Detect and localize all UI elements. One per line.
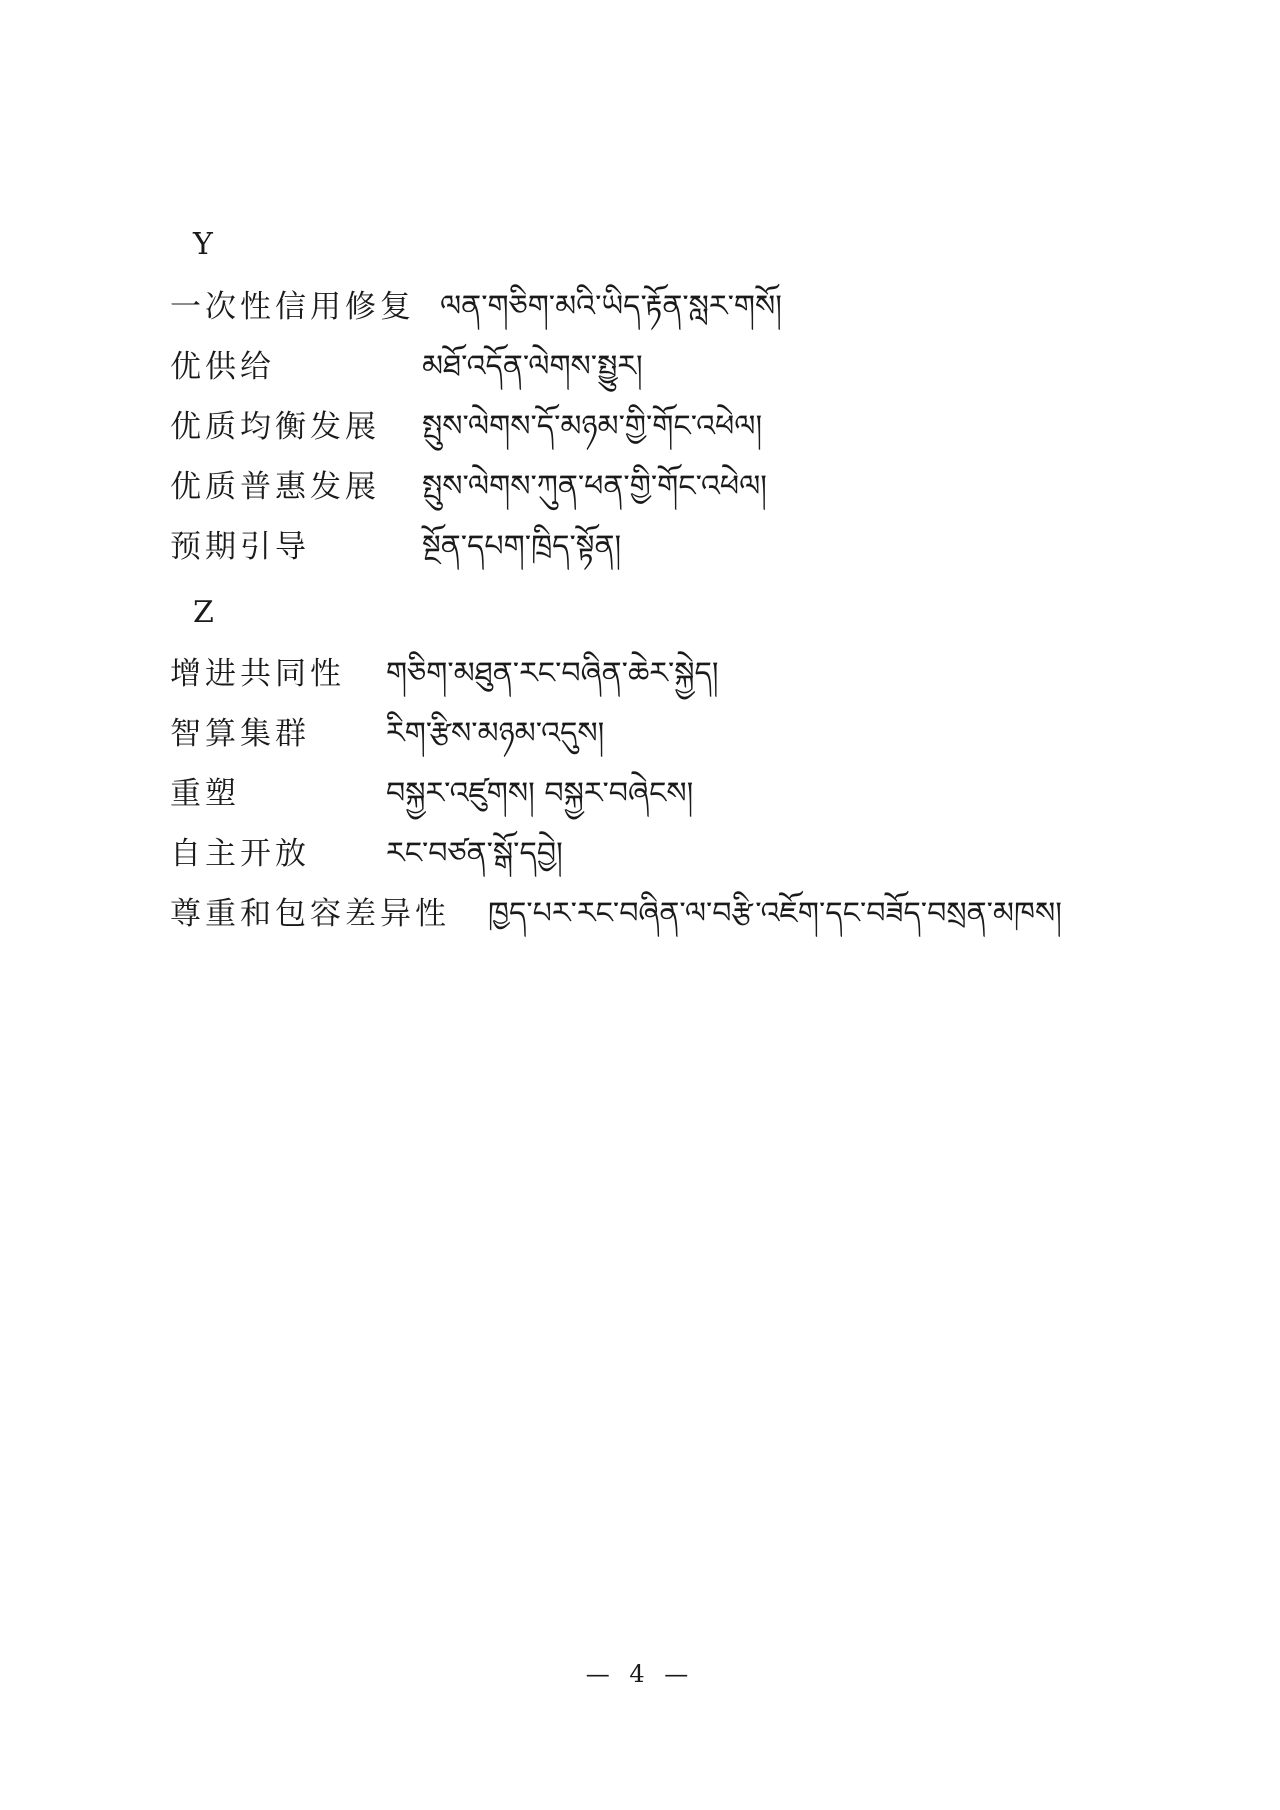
page-number: — 4 —	[585, 1660, 695, 1688]
glossary-entry	[170, 770, 1210, 818]
chinese-term: 一次性信用修复	[170, 289, 415, 325]
section-letter-z: Z	[193, 595, 214, 630]
tibetan-term: སྤུས་ལེགས་ཀུན་ཕན་གྱི་གོང་འཕེལ།	[422, 469, 767, 504]
tibetan-term: སྤུས་ལེགས་དོ་མཉམ་གྱི་གོང་འཕེལ།	[422, 409, 763, 444]
tibetan-term: སྔོན་དཔག་ཁྲིད་སྟོན།	[422, 529, 622, 564]
glossary-entry	[170, 343, 1210, 391]
glossary-entry	[170, 890, 1210, 938]
glossary-entry	[170, 710, 1210, 758]
tibetan-term: གཅིག་མཐུན་རང་བཞིན་ཆེར་སྐྱེད།	[386, 656, 719, 691]
chinese-term: 优质均衡发展	[170, 409, 380, 445]
glossary-entry	[170, 523, 1210, 571]
chinese-term: 尊重和包容差异性	[170, 896, 450, 932]
chinese-term: 优供给	[170, 349, 275, 385]
chinese-term: 预期引导	[170, 529, 310, 565]
tibetan-term: ཁྱད་པར་རང་བཞིན་ལ་བརྩི་འཇོག་དང་བཟོད་བསྲན་མཁས།	[488, 896, 1062, 931]
tibetan-term: ལན་གཅིག་མའི་ཡིད་རྟོན་སླར་གསོ།	[440, 289, 782, 324]
section-letter-y: Y	[193, 227, 213, 262]
chinese-term: 自主开放	[170, 836, 310, 872]
chinese-term: 优质普惠发展	[170, 469, 380, 505]
glossary-entry	[170, 463, 1210, 511]
chinese-term: 增进共同性	[170, 656, 345, 692]
chinese-term: 智算集群	[170, 716, 310, 752]
glossary-entry	[170, 830, 1210, 878]
glossary-entry	[170, 403, 1210, 451]
chinese-term: 重塑	[170, 776, 240, 812]
glossary-entry	[170, 283, 1210, 331]
tibetan-term: རང་བཙན་སྒོ་དབྱེ།	[386, 836, 563, 871]
glossary-entry	[170, 650, 1210, 698]
tibetan-term: རིག་རྩིས་མཉམ་འདུས།	[386, 716, 605, 751]
tibetan-term: མཐོ་འདོན་ལེགས་སྤྱུར།	[422, 349, 643, 384]
tibetan-term: བསྐྱར་འཛུགས། བསྐྱར་བཞེངས།	[386, 776, 694, 811]
